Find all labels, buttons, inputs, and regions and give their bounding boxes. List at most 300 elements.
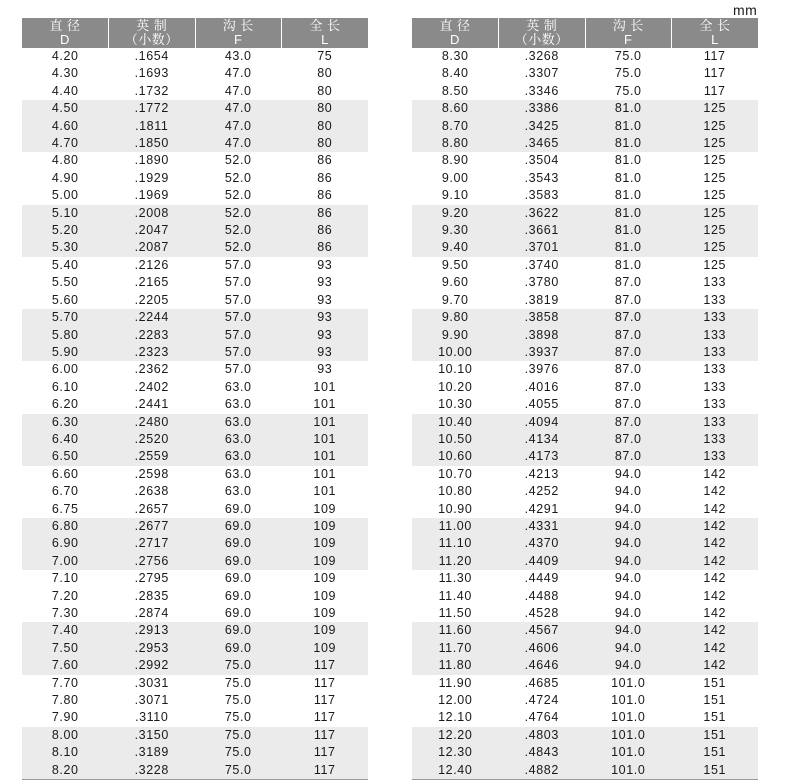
table-row (412, 657, 758, 674)
cell-diameter: 7.10 (51, 571, 79, 586)
cell-diameter: 4.90 (51, 170, 79, 185)
cell-inch-decimal: .4016 (524, 379, 559, 394)
cell-inch-decimal: .1850 (109, 135, 196, 152)
cell-overall-length: 117 (282, 657, 369, 674)
cell-overall-length: 117 (703, 49, 726, 63)
cell-flute-length: 69.0 (195, 535, 282, 552)
cell-flute-length: 94.0 (585, 553, 672, 570)
cell-inch-decimal: .3150 (109, 727, 196, 744)
cell-flute-length: 63.0 (195, 431, 282, 448)
header-overall-length: 全 长 L (282, 18, 369, 48)
table-row (412, 83, 758, 100)
cell-flute-length: 69.0 (195, 518, 282, 535)
cell-overall-length: 151 (703, 675, 727, 690)
cell-flute-length: 87.0 (585, 431, 672, 448)
cell-flute-length: 69.0 (224, 606, 252, 620)
cell-flute-length: 101.0 (611, 693, 646, 708)
cell-inch-decimal: .1772 (109, 100, 196, 117)
cell-inch-decimal: .4331 (499, 518, 586, 535)
cell-overall-length: 109 (282, 535, 369, 552)
table-row (412, 762, 758, 780)
table-row (22, 588, 368, 605)
cell-overall-length: 133 (672, 327, 759, 344)
cell-diameter: 6.90 (22, 535, 109, 552)
cell-flute-length: 52.0 (224, 188, 252, 203)
table-row (22, 65, 368, 82)
cell-flute-length: 52.0 (195, 222, 282, 239)
table-row (22, 187, 368, 204)
table-row (412, 588, 758, 605)
cell-overall-length: 109 (282, 622, 369, 639)
cell-inch-decimal: .4606 (499, 640, 586, 657)
cell-flute-length: 75.0 (224, 693, 252, 708)
table-row (22, 501, 368, 518)
cell-inch-decimal: .3504 (524, 153, 559, 168)
cell-inch-decimal: .3189 (109, 744, 196, 761)
table-row (412, 535, 758, 552)
cell-flute-length: 69.0 (195, 622, 282, 639)
cell-inch-decimal: .3976 (524, 362, 559, 377)
table-row (22, 657, 368, 674)
header-diameter: 直 径 D (412, 18, 499, 48)
cell-overall-length: 109 (282, 553, 369, 570)
cell-inch-decimal: .4055 (524, 397, 559, 412)
cell-inch-decimal: .2087 (109, 239, 196, 256)
cell-flute-length: 57.0 (224, 292, 252, 307)
cell-flute-length: 43.0 (224, 49, 252, 63)
cell-diameter: 4.50 (22, 100, 109, 117)
cell-diameter: 5.40 (51, 257, 79, 272)
table-row (22, 118, 368, 135)
cell-diameter: 8.20 (22, 762, 109, 780)
cell-diameter: 10.00 (412, 344, 499, 361)
cell-overall-length: 93 (317, 257, 333, 272)
cell-overall-length: 142 (672, 622, 759, 639)
table-row (22, 100, 368, 117)
table-row (412, 239, 758, 256)
cell-inch-decimal: .4173 (499, 448, 586, 465)
cell-overall-length: 101 (313, 397, 337, 412)
cell-overall-length: 101 (282, 431, 369, 448)
table-row (22, 466, 368, 483)
cell-overall-length: 117 (313, 675, 336, 690)
cell-flute-length: 57.0 (224, 275, 252, 290)
table-row (412, 118, 758, 135)
cell-flute-length: 47.0 (224, 66, 252, 81)
table-row (22, 344, 368, 361)
cell-flute-length: 101.0 (585, 762, 672, 780)
cell-overall-length: 93 (317, 292, 333, 307)
cell-diameter: 8.60 (412, 100, 499, 117)
cell-overall-length: 117 (313, 693, 336, 708)
table-row (22, 274, 368, 291)
cell-overall-length: 117 (703, 83, 726, 98)
cell-overall-length: 142 (703, 501, 727, 516)
cell-diameter: 6.80 (22, 518, 109, 535)
cell-diameter: 9.50 (441, 257, 469, 272)
cell-inch-decimal: .3937 (499, 344, 586, 361)
cell-flute-length: 87.0 (614, 397, 642, 412)
cell-flute-length: 75.0 (195, 727, 282, 744)
cell-diameter: 9.40 (412, 239, 499, 256)
cell-inch-decimal: .1811 (109, 118, 196, 135)
table-row (412, 640, 758, 657)
cell-diameter: 9.60 (441, 275, 469, 290)
cell-diameter: 6.30 (22, 414, 109, 431)
cell-inch-decimal: .4567 (499, 622, 586, 639)
cell-inch-decimal: .4803 (499, 727, 586, 744)
cell-flute-length: 81.0 (585, 100, 672, 117)
cell-flute-length: 75.0 (614, 66, 642, 81)
cell-inch-decimal: .2874 (134, 606, 169, 620)
cell-diameter: 11.70 (412, 640, 499, 657)
cell-flute-length: 81.0 (585, 205, 672, 222)
cell-diameter: 6.75 (51, 501, 79, 516)
cell-overall-length: 133 (672, 344, 759, 361)
cell-flute-length: 75.0 (614, 49, 642, 63)
table-row (412, 222, 758, 239)
cell-flute-length: 87.0 (585, 414, 672, 431)
cell-flute-length: 87.0 (585, 309, 672, 326)
cell-diameter: 11.90 (438, 675, 472, 690)
cell-diameter: 8.10 (22, 744, 109, 761)
table-row (412, 414, 758, 431)
cell-diameter: 11.00 (412, 518, 499, 535)
cell-overall-length: 133 (672, 431, 759, 448)
table-row (22, 518, 368, 535)
table-row (22, 327, 368, 344)
cell-inch-decimal: .4843 (499, 744, 586, 761)
cell-diameter: 7.50 (22, 640, 109, 657)
cell-diameter: 10.80 (438, 484, 473, 499)
table-row (412, 48, 758, 65)
cell-diameter: 7.20 (51, 588, 79, 603)
cell-inch-decimal: .3228 (109, 762, 196, 780)
table-row (412, 327, 758, 344)
cell-flute-length: 69.0 (224, 571, 252, 586)
cell-overall-length: 142 (703, 484, 727, 499)
cell-flute-length: 94.0 (614, 466, 642, 481)
cell-diameter: 11.80 (412, 657, 499, 674)
cell-overall-length: 109 (313, 501, 337, 516)
cell-diameter: 11.40 (438, 588, 472, 603)
cell-diameter: 11.30 (438, 571, 472, 586)
cell-inch-decimal: .3622 (499, 205, 586, 222)
cell-flute-length: 57.0 (195, 327, 282, 344)
cell-overall-length: 125 (672, 118, 759, 135)
cell-diameter: 4.60 (22, 118, 109, 135)
table-row (412, 622, 758, 639)
table-row (22, 396, 368, 413)
table-row (22, 83, 368, 100)
cell-flute-length: 94.0 (614, 588, 642, 603)
cell-overall-length: 86 (317, 188, 333, 203)
cell-flute-length: 75.0 (224, 675, 252, 690)
header-flute-length: 沟 长 F (585, 18, 672, 48)
cell-overall-length: 101 (282, 448, 369, 465)
cell-flute-length: 52.0 (224, 153, 252, 168)
cell-flute-length: 47.0 (195, 135, 282, 152)
cell-flute-length: 75.0 (195, 657, 282, 674)
cell-flute-length: 87.0 (585, 327, 672, 344)
cell-flute-length: 94.0 (585, 640, 672, 657)
header-overall-length: 全 长 L (672, 18, 759, 48)
table-row (22, 239, 368, 256)
cell-diameter: 5.80 (22, 327, 109, 344)
table-row (412, 431, 758, 448)
cell-inch-decimal: .4488 (524, 588, 559, 603)
cell-flute-length: 101.0 (611, 710, 646, 725)
cell-diameter: 10.90 (438, 501, 473, 516)
header-inch-decimal: 英 制 （小数） (499, 18, 586, 48)
cell-inch-decimal: .2205 (134, 292, 169, 307)
cell-flute-length: 81.0 (585, 222, 672, 239)
cell-flute-length: 69.0 (195, 640, 282, 657)
header-inch-decimal: 英 制 （小数） (109, 18, 196, 48)
table-row (412, 553, 758, 570)
cell-flute-length: 81.0 (614, 257, 642, 272)
cell-flute-length: 63.0 (195, 448, 282, 465)
cell-flute-length: 47.0 (224, 83, 252, 98)
cell-inch-decimal: .3740 (524, 257, 559, 272)
table-row (412, 483, 758, 500)
cell-diameter: 6.50 (22, 448, 109, 465)
table-row (412, 135, 758, 152)
cell-flute-length: 81.0 (585, 118, 672, 135)
cell-diameter: 5.30 (22, 239, 109, 256)
cell-overall-length: 93 (282, 344, 369, 361)
cell-overall-length: 125 (672, 239, 759, 256)
cell-inch-decimal: .2283 (109, 327, 196, 344)
cell-diameter: 12.20 (412, 727, 499, 744)
cell-diameter: 4.30 (51, 66, 79, 81)
cell-overall-length: 101 (313, 379, 337, 394)
cell-inch-decimal: .3543 (524, 170, 559, 185)
cell-inch-decimal: .3701 (499, 239, 586, 256)
table-row (412, 292, 758, 309)
table-row (22, 605, 368, 622)
cell-overall-length: 133 (703, 362, 727, 377)
cell-overall-length: 125 (672, 222, 759, 239)
table-row (412, 152, 758, 169)
cell-inch-decimal: .4370 (499, 535, 586, 552)
cell-overall-length: 93 (317, 362, 333, 377)
cell-inch-decimal: .2047 (109, 222, 196, 239)
cell-inch-decimal: .3346 (524, 83, 559, 98)
table-row (22, 135, 368, 152)
cell-flute-length: 87.0 (585, 448, 672, 465)
cell-diameter: 8.40 (441, 66, 469, 81)
cell-overall-length: 86 (282, 205, 369, 222)
table-row (22, 379, 368, 396)
cell-flute-length: 52.0 (195, 239, 282, 256)
cell-diameter: 4.20 (51, 49, 79, 63)
cell-flute-length: 57.0 (224, 362, 252, 377)
cell-overall-length: 151 (703, 710, 727, 725)
cell-inch-decimal: .1732 (134, 83, 169, 98)
cell-inch-decimal: .4882 (499, 762, 586, 780)
cell-diameter: 9.80 (412, 309, 499, 326)
cell-diameter: 8.70 (412, 118, 499, 135)
cell-inch-decimal: .2913 (109, 622, 196, 639)
cell-diameter: 6.70 (51, 484, 79, 499)
header-row (22, 18, 368, 48)
cell-overall-length: 133 (703, 275, 727, 290)
cell-inch-decimal: .2480 (109, 414, 196, 431)
cell-flute-length: 94.0 (614, 571, 642, 586)
cell-diameter: 10.40 (412, 414, 499, 431)
table-row (22, 152, 368, 169)
cell-inch-decimal: .4685 (524, 675, 559, 690)
cell-diameter: 7.60 (22, 657, 109, 674)
table-row (22, 48, 368, 65)
cell-inch-decimal: .3465 (499, 135, 586, 152)
cell-overall-length: 142 (672, 535, 759, 552)
cell-inch-decimal: .4724 (524, 693, 559, 708)
cell-inch-decimal: .4094 (499, 414, 586, 431)
cell-overall-length: 133 (703, 292, 727, 307)
cell-diameter: 5.70 (22, 309, 109, 326)
table-row (22, 170, 368, 187)
cell-overall-length: 86 (317, 170, 333, 185)
spec-table-right (412, 18, 758, 780)
cell-inch-decimal: .1654 (134, 49, 169, 63)
cell-diameter: 9.90 (412, 327, 499, 344)
cell-flute-length: 101.0 (585, 727, 672, 744)
table-row (412, 675, 758, 692)
cell-diameter: 10.70 (438, 466, 473, 481)
cell-flute-length: 94.0 (585, 535, 672, 552)
cell-inch-decimal: .1890 (134, 153, 169, 168)
cell-flute-length: 75.0 (195, 744, 282, 761)
cell-flute-length: 52.0 (224, 170, 252, 185)
table-row (412, 501, 758, 518)
cell-inch-decimal: .2795 (134, 571, 169, 586)
cell-diameter: 7.00 (22, 553, 109, 570)
cell-inch-decimal: .3819 (524, 292, 559, 307)
table-row (22, 535, 368, 552)
table-row (22, 222, 368, 239)
cell-overall-length: 142 (703, 588, 727, 603)
cell-diameter: 7.30 (51, 606, 79, 620)
cell-inch-decimal: .2126 (134, 257, 169, 272)
cell-flute-length: 87.0 (614, 362, 642, 377)
cell-diameter: 4.40 (51, 83, 79, 98)
table-row (22, 640, 368, 657)
table-row (412, 518, 758, 535)
cell-overall-length: 109 (313, 606, 337, 620)
cell-flute-length: 87.0 (614, 292, 642, 307)
cell-diameter: 5.50 (51, 275, 79, 290)
cell-inch-decimal: .4291 (524, 501, 559, 516)
cell-overall-length: 117 (282, 762, 369, 780)
cell-inch-decimal: .2441 (134, 397, 169, 412)
cell-overall-length: 117 (313, 710, 336, 725)
cell-flute-length: 94.0 (585, 657, 672, 674)
table-row (22, 570, 368, 587)
cell-diameter: 6.00 (51, 362, 79, 377)
cell-overall-length: 101 (313, 484, 337, 499)
cell-diameter: 6.60 (51, 466, 79, 481)
cell-diameter: 6.40 (22, 431, 109, 448)
cell-overall-length: 125 (703, 153, 727, 168)
cell-overall-length: 142 (672, 553, 759, 570)
cell-inch-decimal: .2756 (109, 553, 196, 570)
cell-flute-length: 57.0 (224, 257, 252, 272)
cell-overall-length: 133 (703, 379, 727, 394)
cell-flute-length: 101.0 (611, 675, 646, 690)
cell-flute-length: 87.0 (614, 379, 642, 394)
cell-overall-length: 125 (672, 205, 759, 222)
cell-inch-decimal: .3031 (134, 675, 169, 690)
cell-inch-decimal: .2677 (109, 518, 196, 535)
cell-inch-decimal: .3268 (524, 49, 559, 63)
cell-diameter: 9.30 (412, 222, 499, 239)
cell-inch-decimal: .2835 (134, 588, 169, 603)
cell-overall-length: 109 (282, 518, 369, 535)
table-row (412, 709, 758, 726)
table-row (22, 675, 368, 692)
cell-flute-length: 69.0 (224, 588, 252, 603)
cell-flute-length: 94.0 (614, 606, 642, 620)
cell-flute-length: 52.0 (195, 205, 282, 222)
cell-flute-length: 94.0 (585, 622, 672, 639)
cell-diameter: 12.10 (438, 710, 473, 725)
cell-flute-length: 63.0 (224, 466, 252, 481)
table-row (22, 309, 368, 326)
cell-inch-decimal: .2717 (109, 535, 196, 552)
cell-inch-decimal: .3661 (499, 222, 586, 239)
spec-table-left (22, 18, 368, 780)
cell-overall-length: 117 (282, 727, 369, 744)
cell-flute-length: 75.0 (614, 83, 642, 98)
cell-inch-decimal: .2657 (134, 501, 169, 516)
cell-inch-decimal: .3071 (134, 693, 169, 708)
cell-diameter: 5.20 (22, 222, 109, 239)
cell-inch-decimal: .2992 (109, 657, 196, 674)
cell-diameter: 12.00 (438, 693, 473, 708)
table-row (412, 309, 758, 326)
cell-overall-length: 80 (317, 66, 333, 81)
table-row (22, 483, 368, 500)
cell-inch-decimal: .2638 (134, 484, 169, 499)
cell-overall-length: 75 (317, 49, 333, 63)
table-row (412, 692, 758, 709)
cell-flute-length: 87.0 (614, 275, 642, 290)
cell-diameter: 9.70 (441, 292, 469, 307)
cell-diameter: 5.00 (51, 188, 79, 203)
cell-overall-length: 109 (282, 640, 369, 657)
cell-flute-length: 75.0 (195, 762, 282, 780)
cell-flute-length: 63.0 (224, 379, 252, 394)
cell-overall-length: 86 (317, 153, 333, 168)
cell-inch-decimal: .1693 (134, 66, 169, 81)
cell-inch-decimal: .3110 (135, 710, 169, 725)
cell-inch-decimal: .2362 (134, 362, 169, 377)
cell-diameter: 7.70 (51, 675, 79, 690)
cell-inch-decimal: .3307 (524, 66, 559, 81)
cell-inch-decimal: .3780 (524, 275, 559, 290)
cell-flute-length: 81.0 (614, 188, 642, 203)
cell-overall-length: 125 (672, 135, 759, 152)
cell-inch-decimal: .2244 (109, 309, 196, 326)
cell-diameter: 5.60 (51, 292, 79, 307)
cell-overall-length: 109 (313, 571, 337, 586)
cell-flute-length: 47.0 (195, 118, 282, 135)
cell-diameter: 11.60 (412, 622, 499, 639)
cell-flute-length: 87.0 (585, 344, 672, 361)
cell-flute-length: 94.0 (614, 501, 642, 516)
